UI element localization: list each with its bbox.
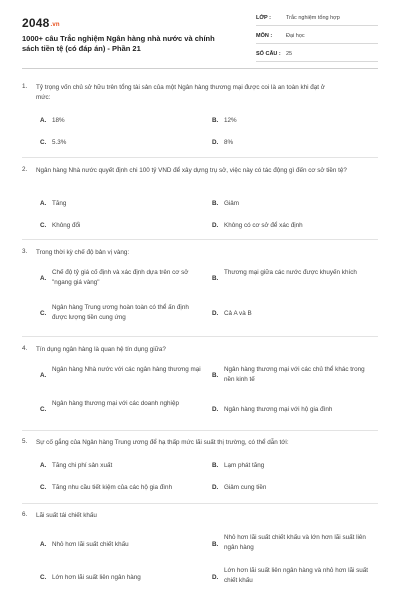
- option-text: 18%: [52, 117, 65, 124]
- option-letter: C.: [40, 222, 47, 229]
- option-text: Tăng: [52, 200, 67, 207]
- option-letter: A.: [40, 462, 47, 469]
- option-letter: A.: [40, 275, 47, 282]
- option-text: 8%: [224, 139, 234, 146]
- logo-suffix: .vn: [50, 22, 60, 28]
- option-text: Ngân hàng thương mại với các doanh nghiệp: [52, 400, 179, 407]
- question-1: [22, 83, 378, 153]
- option-letter: A.: [40, 372, 47, 379]
- option-letter: A.: [40, 117, 47, 124]
- question-2: [22, 166, 378, 236]
- option-letter: C.: [40, 406, 47, 413]
- question-divider: [22, 430, 378, 431]
- option-text: Ngân hàng Nhà nước với các ngân hàng thương mại: [52, 366, 201, 373]
- option-letter: C.: [40, 484, 47, 491]
- option-letter: B.: [212, 117, 219, 124]
- question-number: 5.: [22, 438, 28, 445]
- meta-value: Trắc nghiệm tổng hợp: [286, 15, 340, 21]
- option-text: 12%: [224, 117, 237, 124]
- option-text: Cả A và B: [224, 310, 252, 317]
- option-letter: C.: [40, 139, 47, 146]
- question-text: Tỷ trọng vốn chủ sở hữu trên tổng tài sản của một Ngân hàng thương mại được coi là an toàn khi đạt ở mức:: [36, 84, 325, 101]
- option-text: Lạm phát tăng: [224, 462, 265, 469]
- option-letter: D.: [212, 222, 219, 229]
- option-letter: C.: [40, 310, 47, 317]
- meta-key: MÔN :: [256, 33, 273, 39]
- option-text: Lớn hơn lãi suất liên ngân hàng: [52, 574, 141, 581]
- question-5: [22, 438, 378, 498]
- option-letter: A.: [40, 541, 47, 548]
- option-letter: D.: [212, 574, 219, 581]
- option-text: Lớn hơn lãi suất liên ngân hàng và nhỏ hơn lãi suất chiết khấu: [224, 567, 369, 584]
- option-letter: B.: [212, 541, 219, 548]
- question-number: 6.: [22, 511, 28, 518]
- question-number: 2.: [22, 166, 28, 173]
- logo-text: 2048: [22, 16, 50, 30]
- option-letter: A.: [40, 200, 47, 207]
- option-text: Giảm: [224, 200, 240, 207]
- option-text: Ngân hàng thương mại với hộ gia đình: [224, 406, 333, 413]
- document-title: 1000+ câu Trắc nghiệm Ngân hàng nhà nước và chính sách tiền tệ (có đáp án) - Phần 21: [22, 34, 215, 53]
- question-4: [22, 345, 378, 427]
- meta-key: SỐ CÂU :: [256, 51, 281, 57]
- option-text: Nhỏ hơn lãi suất chiết khấu: [52, 541, 129, 548]
- option-text: Tăng chi phí sản xuất: [52, 462, 113, 469]
- question-divider: [22, 157, 378, 158]
- option-text: Không có cơ sở để xác định: [224, 222, 303, 229]
- option-letter: D.: [212, 139, 219, 146]
- option-text: 5.3%: [52, 139, 67, 146]
- meta-value: Đại học: [286, 33, 305, 39]
- question-divider: [22, 336, 378, 337]
- question-text: Ngân hàng Nhà nước quyết định chi 100 tỷ VND để xây dựng trụ sở, việc này có tác động gì đến cơ sở tiền tệ?: [36, 167, 347, 174]
- question-number: 3.: [22, 248, 28, 255]
- question-number: 1.: [22, 83, 28, 90]
- option-text: Giảm cung tiền: [224, 484, 267, 491]
- question-text: Sự cố gắng của Ngân hàng Trung ương để hạ thấp mức lãi suất thị trường, có thể dẫn tới:: [36, 439, 289, 446]
- option-letter: B.: [212, 275, 219, 282]
- option-text: Thương mại giữa các nước được khuyến khích: [224, 269, 357, 276]
- option-text: Không đổi: [52, 222, 81, 229]
- question-3: [22, 248, 378, 334]
- option-letter: B.: [212, 200, 219, 207]
- option-letter: C.: [40, 574, 47, 581]
- question-number: 4.: [22, 345, 28, 352]
- option-text: Nhỏ hơn lãi suất chiết khấu và lớn hơn lãi suất liên ngân hàng: [224, 534, 366, 551]
- option-letter: D.: [212, 484, 219, 491]
- question-6: [22, 511, 378, 596]
- option-letter: B.: [212, 372, 219, 379]
- option-text: Ngân hàng thương mại với các chủ thể khác trong nền kinh tế: [224, 366, 365, 383]
- question-text: Tín dụng ngân hàng là quan hệ tín dụng giữa?: [36, 346, 166, 353]
- question-divider: [22, 503, 378, 504]
- option-text: Chế độ tỷ giá cố định và xác định dựa trên cơ sở "ngang giá vàng": [52, 269, 189, 286]
- option-letter: D.: [212, 310, 219, 317]
- option-text: Tăng nhu cầu tiết kiệm của các hộ gia đình: [52, 484, 173, 491]
- option-letter: D.: [212, 406, 219, 413]
- meta-value: 25: [286, 51, 293, 57]
- meta-key: LỚP :: [256, 15, 271, 21]
- question-text: Lãi suất tái chiết khấu: [36, 512, 97, 519]
- question-text: Trong thời kỳ chế độ bản vị vàng:: [36, 249, 130, 256]
- question-divider: [22, 239, 378, 240]
- option-letter: B.: [212, 462, 219, 469]
- option-text: Ngân hàng Trung ương hoàn toàn có thể ấn định được lượng tiền cung ứng: [52, 304, 189, 321]
